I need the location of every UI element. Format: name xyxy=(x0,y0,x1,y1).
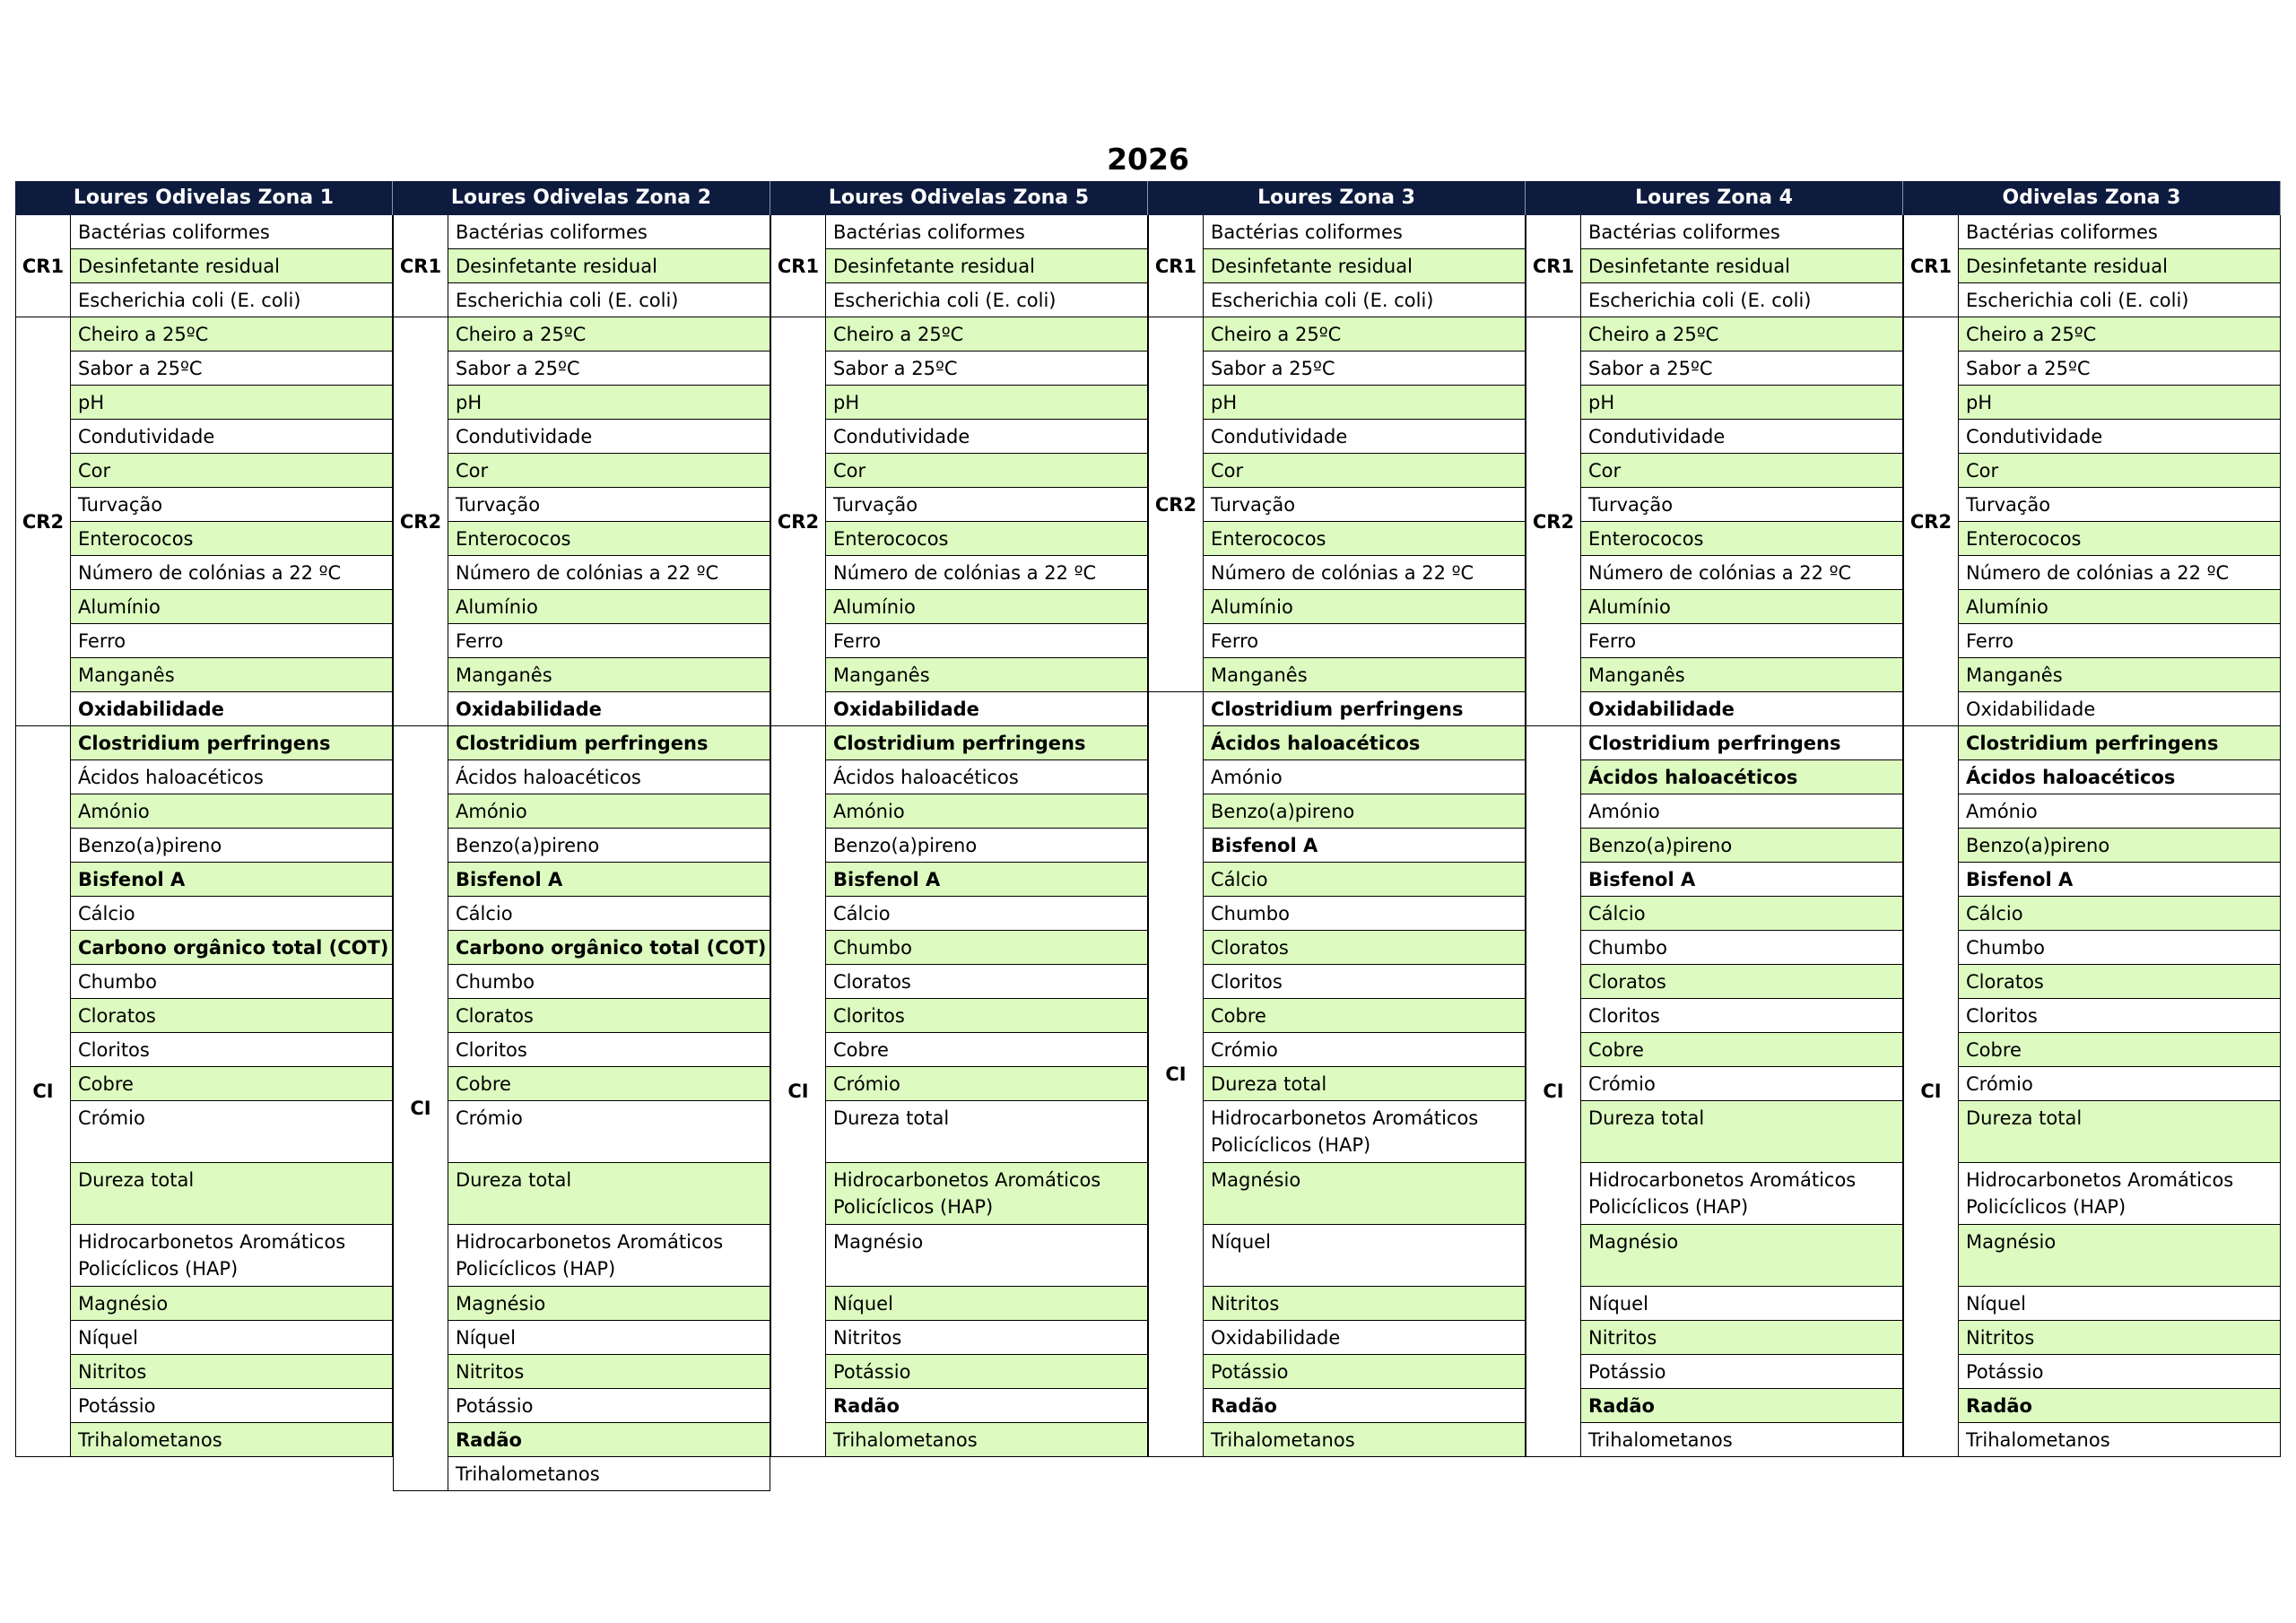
parameter-cell: Ácidos haloacéticos xyxy=(1958,760,2281,794)
parameter-cell: pH xyxy=(1203,386,1526,420)
parameter-cell: Escherichia coli (E. coli) xyxy=(70,283,393,317)
zone-column xyxy=(1148,181,1526,1457)
parameter-cell: Enterococos xyxy=(1203,522,1526,556)
parameter-list xyxy=(1958,726,2281,1457)
parameter-group xyxy=(1903,317,2281,726)
parameter-cell: Carbono orgânico total (COT) xyxy=(70,931,393,965)
zone-header: Loures Odivelas Zona 5 xyxy=(770,181,1148,215)
parameter-cell: Cloratos xyxy=(1203,931,1526,965)
parameter-cell: Cloratos xyxy=(448,999,770,1033)
parameter-list xyxy=(70,317,393,726)
parameter-cell: Trihalometanos xyxy=(1580,1423,1903,1457)
parameter-cell: Condutividade xyxy=(1580,420,1903,454)
parameter-cell: Níquel xyxy=(1958,1287,2281,1321)
parameter-cell: pH xyxy=(70,386,393,420)
parameter-cell: Cor xyxy=(448,454,770,488)
parameter-cell: Ferro xyxy=(1958,624,2281,658)
parameter-cell: Desinfetante residual xyxy=(70,249,393,283)
zone-header: Loures Odivelas Zona 2 xyxy=(393,181,770,215)
parameter-list xyxy=(448,317,770,726)
parameter-cell: Trihalometanos xyxy=(1958,1423,2281,1457)
parameter-group xyxy=(1148,317,1526,692)
parameter-cell: Enterococos xyxy=(1580,522,1903,556)
parameter-group xyxy=(15,317,393,726)
parameter-cell: Escherichia coli (E. coli) xyxy=(825,283,1148,317)
parameter-cell: Chumbo xyxy=(1203,897,1526,931)
parameter-cell: Oxidabilidade xyxy=(448,692,770,726)
parameter-cell: Hidrocarbonetos Aromáticos Policíclicos (HAP) xyxy=(1580,1163,1903,1225)
zone-header: Odivelas Zona 3 xyxy=(1903,181,2281,215)
parameter-cell: Cloritos xyxy=(1203,965,1526,999)
group-label: CR2 xyxy=(1903,317,1958,726)
group-label: CR1 xyxy=(15,215,70,317)
parameter-cell: Potássio xyxy=(1958,1355,2281,1389)
parameter-cell: Manganês xyxy=(1203,658,1526,692)
parameter-cell: Benzo(a)pireno xyxy=(825,829,1148,863)
parameter-cell: Clostridium perfringens xyxy=(448,726,770,760)
parameter-list xyxy=(1580,317,1903,726)
parameter-cell: Oxidabilidade xyxy=(1580,692,1903,726)
parameter-cell: Potássio xyxy=(1203,1355,1526,1389)
parameter-list xyxy=(1203,692,1526,1457)
parameter-cell: Escherichia coli (E. coli) xyxy=(1580,283,1903,317)
parameter-cell: Bactérias coliformes xyxy=(1958,215,2281,249)
parameter-cell: Bactérias coliformes xyxy=(448,215,770,249)
parameter-cell: Sabor a 25ºC xyxy=(825,352,1148,386)
parameter-cell: Manganês xyxy=(70,658,393,692)
parameter-cell: Nitritos xyxy=(70,1355,393,1389)
parameter-cell: Ácidos haloacéticos xyxy=(1203,726,1526,760)
parameter-cell: Hidrocarbonetos Aromáticos Policíclicos (HAP) xyxy=(70,1225,393,1287)
parameter-cell: Alumínio xyxy=(825,590,1148,624)
parameter-cell: Condutividade xyxy=(70,420,393,454)
parameter-cell: Cheiro a 25ºC xyxy=(1580,317,1903,352)
zone-header: Loures Odivelas Zona 1 xyxy=(15,181,393,215)
parameter-group xyxy=(1148,692,1526,1457)
parameter-list xyxy=(1958,317,2281,726)
parameter-cell: Amónio xyxy=(825,794,1148,829)
parameter-cell: Nitritos xyxy=(448,1355,770,1389)
parameter-cell: Desinfetante residual xyxy=(825,249,1148,283)
parameter-cell: Clostridium perfringens xyxy=(1203,692,1526,726)
zone-column xyxy=(1903,181,2281,1457)
parameter-cell: Turvação xyxy=(70,488,393,522)
parameter-group xyxy=(393,726,770,1491)
parameter-cell: Turvação xyxy=(448,488,770,522)
parameter-cell: Crómio xyxy=(70,1101,393,1163)
parameter-cell: Potássio xyxy=(448,1389,770,1423)
parameter-group xyxy=(393,317,770,726)
parameter-cell: Crómio xyxy=(1203,1033,1526,1067)
parameter-cell: Condutividade xyxy=(1203,420,1526,454)
parameter-cell: Enterococos xyxy=(448,522,770,556)
parameter-cell: Oxidabilidade xyxy=(825,692,1148,726)
group-label: CI xyxy=(1526,726,1580,1457)
parameter-cell: Número de colónias a 22 ºC xyxy=(1958,556,2281,590)
parameter-cell: Potássio xyxy=(825,1355,1148,1389)
parameter-cell: Cheiro a 25ºC xyxy=(70,317,393,352)
parameter-cell: Hidrocarbonetos Aromáticos Policíclicos (HAP) xyxy=(1203,1101,1526,1163)
parameter-cell: Sabor a 25ºC xyxy=(448,352,770,386)
group-label: CR1 xyxy=(1526,215,1580,317)
parameter-cell: Dureza total xyxy=(1958,1101,2281,1163)
parameter-cell: Manganês xyxy=(1958,658,2281,692)
parameter-cell: Chumbo xyxy=(825,931,1148,965)
parameter-cell: Enterococos xyxy=(1958,522,2281,556)
parameter-cell: Sabor a 25ºC xyxy=(1958,352,2281,386)
parameter-cell: Hidrocarbonetos Aromáticos Policíclicos (HAP) xyxy=(1958,1163,2281,1225)
parameter-list xyxy=(825,317,1148,726)
parameter-cell: Trihalometanos xyxy=(70,1423,393,1457)
parameter-cell: Bisfenol A xyxy=(1958,863,2281,897)
parameter-cell: Benzo(a)pireno xyxy=(448,829,770,863)
parameter-list xyxy=(1580,726,1903,1457)
group-label: CR1 xyxy=(1903,215,1958,317)
parameter-cell: Níquel xyxy=(825,1287,1148,1321)
parameter-cell: Ácidos haloacéticos xyxy=(825,760,1148,794)
parameter-cell: Magnésio xyxy=(448,1287,770,1321)
parameter-cell: Cálcio xyxy=(1203,863,1526,897)
parameter-cell: Benzo(a)pireno xyxy=(1580,829,1903,863)
parameter-group xyxy=(1148,215,1526,317)
parameter-cell: Cobre xyxy=(1580,1033,1903,1067)
parameter-cell: Manganês xyxy=(448,658,770,692)
parameter-cell: Clostridium perfringens xyxy=(1958,726,2281,760)
parameter-group xyxy=(15,726,393,1457)
parameter-list xyxy=(448,726,770,1491)
parameter-cell: Alumínio xyxy=(1580,590,1903,624)
parameter-cell: Trihalometanos xyxy=(825,1423,1148,1457)
zone-column xyxy=(15,181,393,1457)
parameter-cell: Cloritos xyxy=(825,999,1148,1033)
parameter-cell: Níquel xyxy=(70,1321,393,1355)
parameter-cell: Níquel xyxy=(1580,1287,1903,1321)
parameter-cell: Ácidos haloacéticos xyxy=(70,760,393,794)
parameter-cell: Hidrocarbonetos Aromáticos Policíclicos (HAP) xyxy=(448,1225,770,1287)
parameter-cell: Amónio xyxy=(448,794,770,829)
parameter-cell: Nitritos xyxy=(825,1321,1148,1355)
parameter-cell: Escherichia coli (E. coli) xyxy=(448,283,770,317)
parameter-cell: Turvação xyxy=(825,488,1148,522)
parameter-cell: Número de colónias a 22 ºC xyxy=(70,556,393,590)
parameter-list xyxy=(448,215,770,317)
parameter-cell: Crómio xyxy=(1580,1067,1903,1101)
parameter-group xyxy=(1526,726,1903,1457)
parameter-cell: Ácidos haloacéticos xyxy=(448,760,770,794)
parameter-cell: Sabor a 25ºC xyxy=(70,352,393,386)
parameter-cell: Sabor a 25ºC xyxy=(1580,352,1903,386)
parameter-group xyxy=(770,317,1148,726)
parameter-cell: Enterococos xyxy=(825,522,1148,556)
parameter-cell: Crómio xyxy=(448,1101,770,1163)
parameter-cell: Cálcio xyxy=(448,897,770,931)
parameter-group xyxy=(770,215,1148,317)
parameter-cell: Número de colónias a 22 ºC xyxy=(1203,556,1526,590)
zone-column xyxy=(393,181,770,1491)
group-label: CR1 xyxy=(770,215,825,317)
parameter-cell: Cloritos xyxy=(1580,999,1903,1033)
parameter-cell: Benzo(a)pireno xyxy=(1203,794,1526,829)
parameter-cell: Cloratos xyxy=(825,965,1148,999)
page-title: 2026 xyxy=(1107,142,1189,177)
parameter-cell: Bisfenol A xyxy=(70,863,393,897)
parameter-cell: pH xyxy=(448,386,770,420)
parameter-cell: Ferro xyxy=(1203,624,1526,658)
parameter-cell: Oxidabilidade xyxy=(1958,692,2281,726)
parameter-cell: Escherichia coli (E. coli) xyxy=(1203,283,1526,317)
parameter-group xyxy=(15,215,393,317)
parameter-cell: Dureza total xyxy=(1203,1067,1526,1101)
parameter-cell: Radão xyxy=(1203,1389,1526,1423)
parameter-cell: Desinfetante residual xyxy=(448,249,770,283)
parameter-cell: Cloritos xyxy=(70,1033,393,1067)
parameter-list xyxy=(70,215,393,317)
parameter-cell: Ferro xyxy=(70,624,393,658)
parameter-group xyxy=(393,215,770,317)
parameter-cell: Bisfenol A xyxy=(1580,863,1903,897)
parameter-cell: Ferro xyxy=(825,624,1148,658)
group-label: CI xyxy=(15,726,70,1457)
parameter-cell: Número de colónias a 22 ºC xyxy=(448,556,770,590)
parameter-cell: Magnésio xyxy=(825,1225,1148,1287)
parameter-list xyxy=(825,726,1148,1457)
parameter-cell: Radão xyxy=(825,1389,1148,1423)
parameter-cell: pH xyxy=(1958,386,2281,420)
parameter-list xyxy=(825,215,1148,317)
parameter-cell: Cheiro a 25ºC xyxy=(1203,317,1526,352)
parameter-cell: Cloritos xyxy=(448,1033,770,1067)
parameter-cell: Benzo(a)pireno xyxy=(70,829,393,863)
parameter-cell: Trihalometanos xyxy=(1203,1423,1526,1457)
parameter-cell: Manganês xyxy=(1580,658,1903,692)
parameter-group xyxy=(1903,726,2281,1457)
group-label: CR2 xyxy=(1148,317,1203,692)
group-label: CR1 xyxy=(1148,215,1203,317)
parameter-cell: Cheiro a 25ºC xyxy=(825,317,1148,352)
parameter-cell: Cor xyxy=(1958,454,2281,488)
parameter-list xyxy=(1203,317,1526,692)
parameter-cell: Clostridium perfringens xyxy=(1580,726,1903,760)
parameter-cell: Cor xyxy=(825,454,1148,488)
parameter-cell: Nitritos xyxy=(1203,1287,1526,1321)
parameter-cell: Chumbo xyxy=(448,965,770,999)
parameter-cell: Cobre xyxy=(1958,1033,2281,1067)
parameter-cell: Condutividade xyxy=(825,420,1148,454)
parameter-cell: Clostridium perfringens xyxy=(70,726,393,760)
parameter-cell: Dureza total xyxy=(448,1163,770,1225)
group-label: CI xyxy=(1148,692,1203,1457)
group-label: CR2 xyxy=(15,317,70,726)
parameter-cell: Bisfenol A xyxy=(1203,829,1526,863)
parameter-cell: Dureza total xyxy=(825,1101,1148,1163)
parameter-cell: Dureza total xyxy=(1580,1101,1903,1163)
parameter-cell: Enterococos xyxy=(70,522,393,556)
parameter-cell: Trihalometanos xyxy=(448,1457,770,1491)
parameter-group xyxy=(1526,317,1903,726)
parameter-cell: Radão xyxy=(1580,1389,1903,1423)
parameter-cell: Alumínio xyxy=(70,590,393,624)
parameter-cell: Cálcio xyxy=(1580,897,1903,931)
parameter-cell: Turvação xyxy=(1203,488,1526,522)
parameter-cell: Cloritos xyxy=(1958,999,2281,1033)
parameter-cell: Cheiro a 25ºC xyxy=(448,317,770,352)
parameter-cell: Bisfenol A xyxy=(825,863,1148,897)
parameter-group xyxy=(1526,215,1903,317)
group-label: CI xyxy=(1903,726,1958,1457)
group-label: CI xyxy=(393,726,448,1491)
parameter-cell: Bactérias coliformes xyxy=(70,215,393,249)
parameter-cell: Amónio xyxy=(1203,760,1526,794)
parameter-cell: Sabor a 25ºC xyxy=(1203,352,1526,386)
parameter-cell: Potássio xyxy=(70,1389,393,1423)
parameter-cell: Cobre xyxy=(70,1067,393,1101)
parameter-cell: Potássio xyxy=(1580,1355,1903,1389)
parameter-cell: Crómio xyxy=(825,1067,1148,1101)
parameter-cell: Alumínio xyxy=(1958,590,2281,624)
group-label: CR2 xyxy=(1526,317,1580,726)
parameter-list xyxy=(1958,215,2281,317)
parameter-cell: pH xyxy=(1580,386,1903,420)
parameter-cell: Desinfetante residual xyxy=(1203,249,1526,283)
parameter-cell: Magnésio xyxy=(1958,1225,2281,1287)
parameter-cell: Condutividade xyxy=(448,420,770,454)
parameter-cell: Nitritos xyxy=(1580,1321,1903,1355)
parameter-cell: Dureza total xyxy=(70,1163,393,1225)
group-label: CR1 xyxy=(393,215,448,317)
parameter-cell: Níquel xyxy=(1203,1225,1526,1287)
parameter-cell: Bactérias coliformes xyxy=(1580,215,1903,249)
parameter-cell: Clostridium perfringens xyxy=(825,726,1148,760)
parameter-cell: Magnésio xyxy=(1580,1225,1903,1287)
zone-column xyxy=(770,181,1148,1457)
parameter-cell: Condutividade xyxy=(1958,420,2281,454)
parameter-cell: Manganês xyxy=(825,658,1148,692)
parameter-cell: Bactérias coliformes xyxy=(825,215,1148,249)
parameter-cell: Turvação xyxy=(1958,488,2281,522)
zone-header: Loures Zona 3 xyxy=(1148,181,1526,215)
parameter-cell: Cor xyxy=(70,454,393,488)
parameter-cell: Cobre xyxy=(825,1033,1148,1067)
parameter-cell: Alumínio xyxy=(448,590,770,624)
parameter-cell: Cálcio xyxy=(1958,897,2281,931)
parameter-cell: Cheiro a 25ºC xyxy=(1958,317,2281,352)
parameter-cell: Cálcio xyxy=(70,897,393,931)
parameter-cell: Cobre xyxy=(1203,999,1526,1033)
parameter-cell: Cloratos xyxy=(70,999,393,1033)
parameter-cell: Chumbo xyxy=(70,965,393,999)
parameter-cell: Bactérias coliformes xyxy=(1203,215,1526,249)
parameter-cell: Cobre xyxy=(448,1067,770,1101)
parameter-cell: Cloratos xyxy=(1958,965,2281,999)
parameter-cell: Cálcio xyxy=(825,897,1148,931)
parameter-cell: Ferro xyxy=(448,624,770,658)
parameter-cell: Nitritos xyxy=(1958,1321,2281,1355)
parameter-cell: Cloratos xyxy=(1580,965,1903,999)
parameter-cell: Níquel xyxy=(448,1321,770,1355)
parameter-list xyxy=(1203,215,1526,317)
parameter-cell: Amónio xyxy=(1580,794,1903,829)
parameter-cell: Magnésio xyxy=(1203,1163,1526,1225)
parameter-group xyxy=(770,726,1148,1457)
parameter-list xyxy=(70,726,393,1457)
parameter-cell: Chumbo xyxy=(1580,931,1903,965)
parameter-cell: Alumínio xyxy=(1203,590,1526,624)
parameter-cell: Desinfetante residual xyxy=(1958,249,2281,283)
parameter-group xyxy=(1903,215,2281,317)
group-label: CR2 xyxy=(393,317,448,726)
group-label: CI xyxy=(770,726,825,1457)
parameter-cell: Oxidabilidade xyxy=(70,692,393,726)
parameter-cell: Amónio xyxy=(70,794,393,829)
parameter-cell: Crómio xyxy=(1958,1067,2281,1101)
zone-header: Loures Zona 4 xyxy=(1526,181,1903,215)
parameter-cell: Desinfetante residual xyxy=(1580,249,1903,283)
parameter-cell: Magnésio xyxy=(70,1287,393,1321)
parameter-cell: Carbono orgânico total (COT) xyxy=(448,931,770,965)
parameter-cell: Chumbo xyxy=(1958,931,2281,965)
parameter-cell: Radão xyxy=(1958,1389,2281,1423)
parameter-cell: Cor xyxy=(1580,454,1903,488)
parameter-cell: Turvação xyxy=(1580,488,1903,522)
parameter-cell: Cor xyxy=(1203,454,1526,488)
parameter-list xyxy=(1580,215,1903,317)
zone-column xyxy=(1526,181,1903,1457)
parameter-cell: Hidrocarbonetos Aromáticos Policíclicos (HAP) xyxy=(825,1163,1148,1225)
parameter-cell: Amónio xyxy=(1958,794,2281,829)
parameter-cell: pH xyxy=(825,386,1148,420)
parameter-cell: Benzo(a)pireno xyxy=(1958,829,2281,863)
parameter-cell: Escherichia coli (E. coli) xyxy=(1958,283,2281,317)
parameter-cell: Número de colónias a 22 ºC xyxy=(1580,556,1903,590)
parameter-cell: Bisfenol A xyxy=(448,863,770,897)
parameter-cell: Ácidos haloacéticos xyxy=(1580,760,1903,794)
parameter-cell: Número de colónias a 22 ºC xyxy=(825,556,1148,590)
group-label: CR2 xyxy=(770,317,825,726)
parameter-cell: Oxidabilidade xyxy=(1203,1321,1526,1355)
parameter-cell: Ferro xyxy=(1580,624,1903,658)
parameter-cell: Radão xyxy=(448,1423,770,1457)
